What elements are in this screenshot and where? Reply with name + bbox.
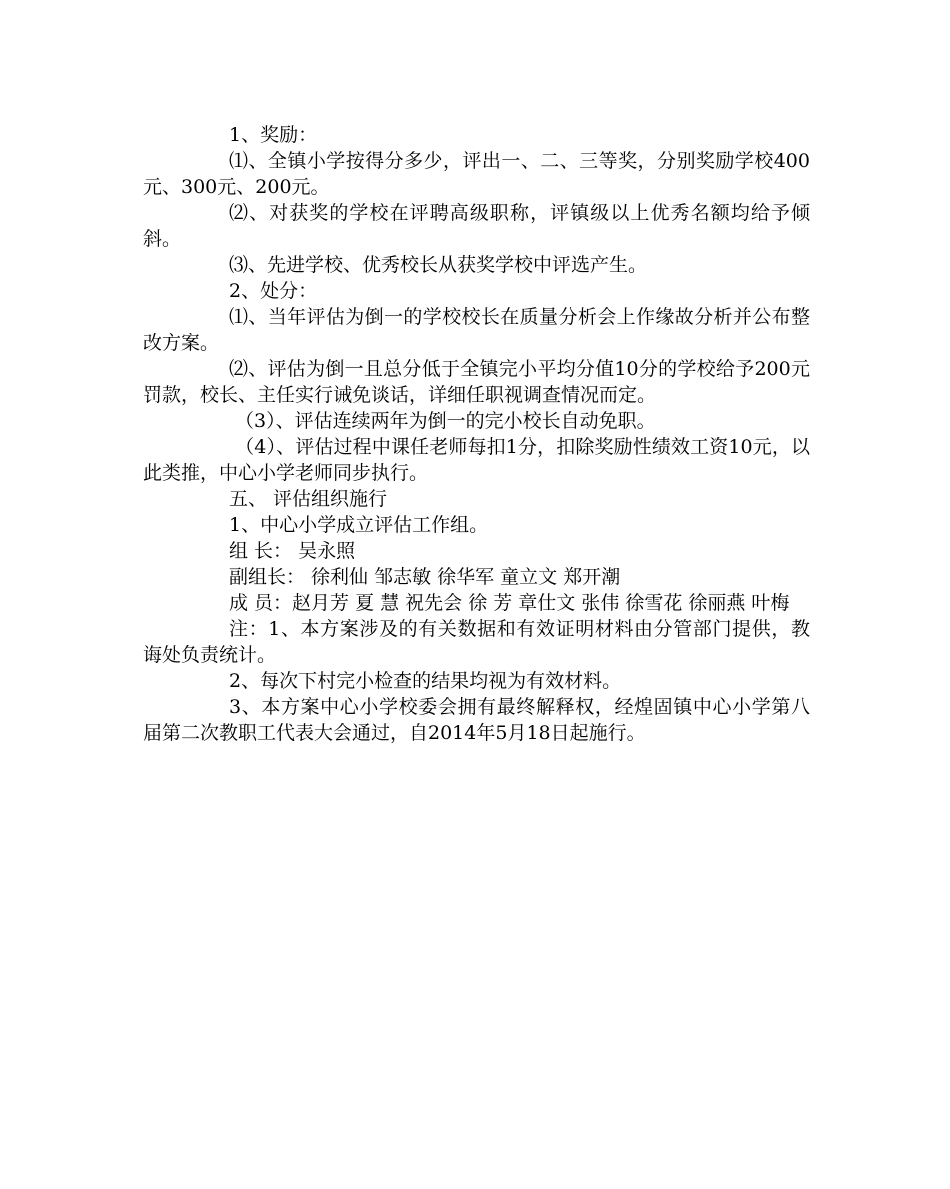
members-line: 成 员：赵月芳 夏 慧 祝先会 徐 芳 章仕文 张伟 徐雪花 徐丽燕 叶梅 [229, 592, 790, 614]
penalty-item-2: ⑵、评估为倒一且总分低于全镇完小平均分值10分的学校给予200元罚款，校长、主任实行诫免谈话，详细任职视调查情况而定。 [143, 358, 810, 406]
reward-item-1: ⑴、全镇小学按得分多少，评出一、二、三等奖，分别奖励学校400元、300元、200元。 [143, 150, 810, 198]
group-leader-line: 组 长： 吴永照 [229, 540, 356, 562]
note-item-3: 3、本方案中心小学校委会拥有最终解释权，经煌固镇中心小学第八届第二次教职工代表大会通过，自2014年5月18日起施行。 [143, 696, 810, 744]
note-item-1: 注：1、本方案涉及的有关数据和有效证明材料由分管部门提供，教诲处负责统计。 [143, 618, 810, 666]
penalty-item-4: （4）、评估过程中课任老师每扣1分，扣除奖励性绩效工资10元，以此类推，中心小学老师同步执行。 [143, 436, 810, 484]
document-body [143, 122, 810, 746]
organization-item-1: 1、中心小学成立评估工作组。 [229, 514, 489, 536]
reward-item-2: ⑵、对获奖的学校在评聘高级职称，评镇级以上优秀名额均给予倾斜。 [143, 202, 810, 250]
section-heading-penalty: 2、处分： [229, 280, 318, 302]
section-heading-reward: 1、奖励： [229, 124, 318, 146]
reward-item-3: ⑶、先进学校、优秀校长从获奖学校中评选产生。 [229, 254, 648, 276]
penalty-item-1: ⑴、当年评估为倒一的学校校长在质量分析会上作缘故分析并公布整改方案。 [143, 306, 810, 354]
deputy-leaders-line: 副组长： 徐利仙 邹志敏 徐华军 童立文 郑开潮 [229, 566, 621, 588]
penalty-item-3: （3）、评估连续两年为倒一的完小校长自动免职。 [229, 410, 656, 432]
note-item-2: 2、每次下村完小检查的结果均视为有效材料。 [229, 670, 622, 692]
section-heading-organization: 五、 评估组织施行 [229, 488, 388, 510]
